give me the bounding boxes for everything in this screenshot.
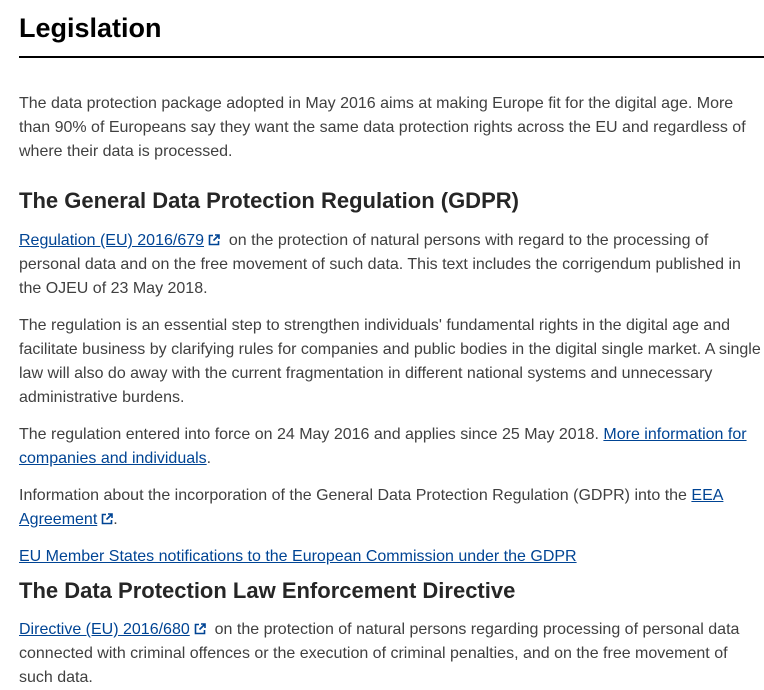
page-content <box>19 0 764 690</box>
external-link-icon <box>101 513 113 525</box>
page-title: Legislation <box>19 12 764 58</box>
essential-paragraph: The regulation is an essential step to strengthen individuals' fundamental rights in the digital age and facilitate business by clarifying rules for companies and public bodies in the digital single market. A single law will also do away with the current fragmentation in different national systems and unnecessary administrative burdens. <box>19 317 761 406</box>
led-heading: The Data Protection Law Enforcement Directive <box>19 578 516 603</box>
directive-description: on the protection of natural persons regarding processing of personal data connected with criminal offences or the execution of criminal penalties, and on the free movement of such data. <box>19 621 740 686</box>
directive-link-label: Directive (EU) 2016/680 <box>19 621 190 638</box>
regulation-link-label: Regulation (EU) 2016/679 <box>19 232 205 249</box>
directive-paragraph <box>19 618 764 690</box>
force-text: The regulation entered into force on 24 May 2016 and applies since 25 May 2018. <box>19 426 599 443</box>
force-end: . <box>206 450 212 467</box>
eea-end: . <box>113 511 118 528</box>
notifications-paragraph <box>19 545 764 569</box>
external-link-icon <box>208 234 220 246</box>
force-paragraph <box>19 423 764 471</box>
regulation-description: on the protection of natural persons with regard to the processing of personal data and on the free movement of such data. This text includes the corrigendum published in the OJEU of 23 May 2018. <box>19 232 741 297</box>
directive-link[interactable] <box>19 621 206 638</box>
eea-paragraph <box>19 484 764 532</box>
eea-link-label: EEA Agreement <box>19 487 724 528</box>
intro-paragraph: The data protection package adopted in May 2016 aims at making Europe fit for the digital age. More than 90% of Europeans say they want the same data protection rights across the EU and regardless of where their data is processed. <box>19 95 746 160</box>
external-link-icon <box>194 623 206 635</box>
notifications-link[interactable]: EU Member States notifications to the European Commission under the GDPR <box>19 548 577 565</box>
eea-text: Information about the incorporation of the General Data Protection Regulation (GDPR) into the <box>19 487 687 504</box>
regulation-paragraph <box>19 229 764 301</box>
regulation-link[interactable] <box>19 232 220 249</box>
gdpr-heading: The General Data Protection Regulation (GDPR) <box>19 188 519 213</box>
more-info-link[interactable]: More information for companies and individuals <box>19 426 747 467</box>
